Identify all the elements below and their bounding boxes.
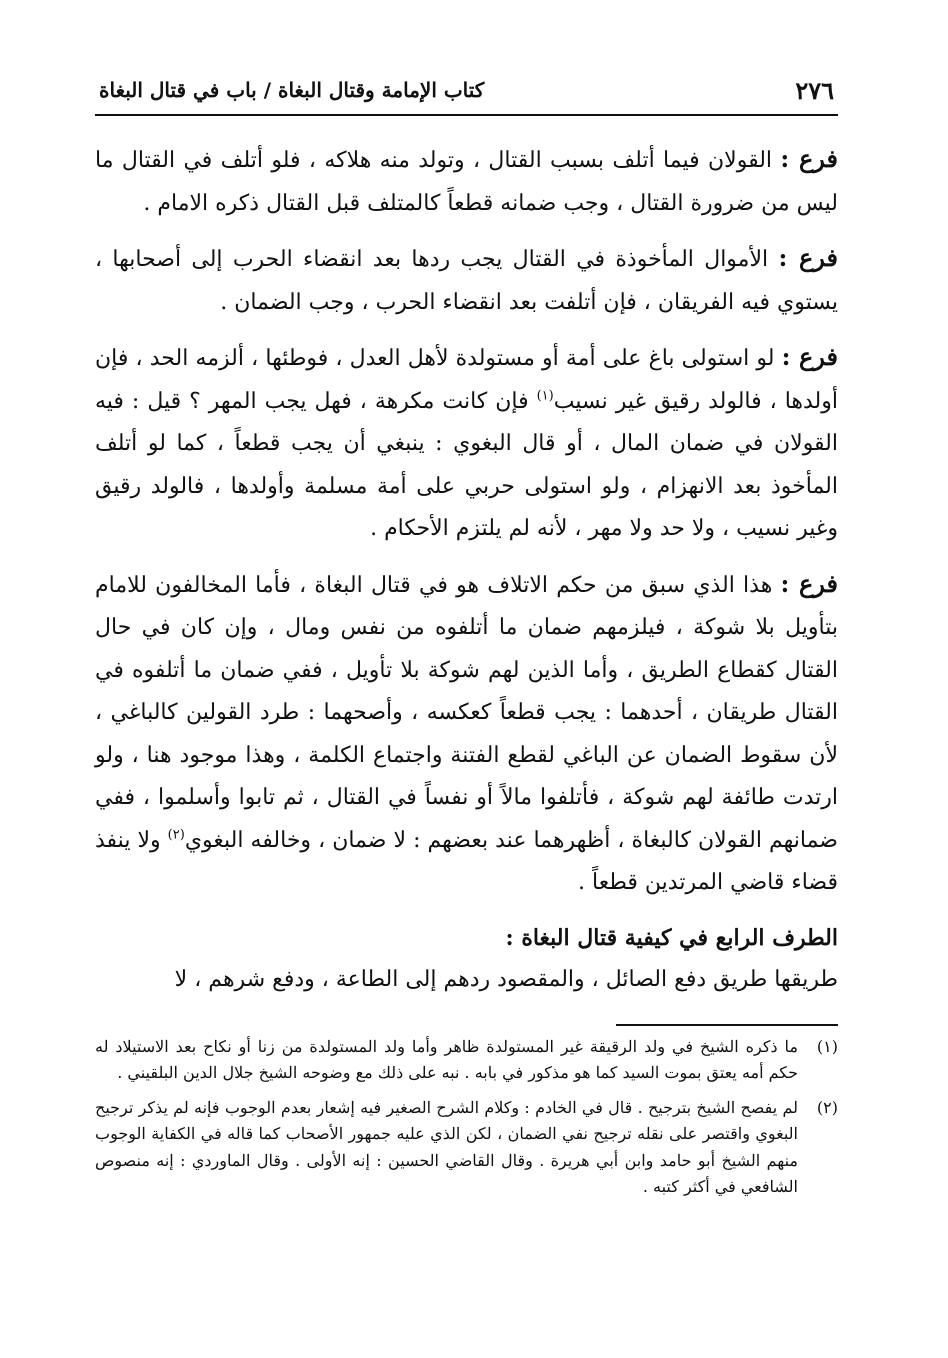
page-number: ٢٧٦ (795, 76, 834, 105)
far-keyword: فرع : (780, 568, 839, 598)
paragraph-text: فإن كانت مكرهة ، فهل يجب المهر ؟ قيل : فيه القولان في ضمان المال ، أو قال البغوي : ينبغي أن يجب قطعاً ، كما لو أتلف المأخوذ بعد الانهزام ، ولو استولى حربي على أمة مسلمة وأولدها ، فالولد رقيق وغير نسيب ، ولا حد ولا مهر ، لأنه لم يلتزم الأحكام . (95, 388, 838, 541)
paragraph-text: القولان فيما أتلف بسبب القتال ، وتولد منه هلاكه ، فلو أتلف في القتال ما ليس من ضرورة القتال ، وجب ضمانه قطعاً كالمتلف قبل القتال ذكره الامام . (95, 148, 838, 216)
far-keyword: فرع : (781, 342, 839, 371)
paragraph-text: الأموال المأخوذة في القتال يجب ردها بعد انقضاء الحرب إلى أصحابها ، يستوي فيه الفريقان ، فإن أتلفت بعد انقضاء الحرب ، وجب الضمان . (95, 247, 838, 315)
footnote-text: لم يفصح الشيخ بترجيح . قال في الخادم : وكلام الشرح الصغير فيه إشعار بعدم الوجوب فإنه لم يذكر ترجيح البغوي واقتصر على نقله ترجيح نفي الضمان ، لكن الذي عليه جمهور الأصحاب كما قاله في الكفاية الوجوب منهم الشيخ أبو حامد وابن أبي هريرة . وقال القاضي الحسين : إنه الأولى . وقال الماوردي : إنه منصوص الشافعي في أكثر كتبه . (95, 1097, 799, 1196)
page-header (95, 70, 838, 116)
paragraph-text: ولا ينفذ قضاء قاضي المرتدين قطعاً . (95, 827, 838, 895)
footnote-number: (١) (816, 1036, 838, 1056)
footnote (95, 1095, 838, 1201)
section-text: طريقها طريق دفع الصائل ، والمقصود ردهم إلى الطاعة ، ودفع شرهم ، لا (174, 967, 838, 992)
section-heading: الطرف الرابع في كيفية قتال البغاة : (505, 924, 838, 951)
paragraph-text: لو استولى باغ على أمة أو مستولدة لأهل العدل ، فوطئها ، ألزمه الحد ، فإن أولدها ، فالولد رقيق غير نسيب (95, 346, 838, 414)
paragraph (95, 237, 838, 324)
running-title: كتاب الإمامة وقتال البغاة / باب في قتال البغاة (99, 78, 485, 102)
footnote-number: (٢) (816, 1097, 838, 1117)
paragraph-text: هذا الذي سبق من حكم الاتلاف هو في قتال البغاة ، فأما المخالفون للامام بتأويل بلا شوكة ، فيلزمهم ضمان ما أتلفوه من نفس ومال ، وإن كان في حال القتال كقطاع الطريق ، وأما الذين لهم شوكة بلا تأويل ، ففي ضمان ما أتلفوه في القتال طريقان ، أحدهما : يجب قطعاً كعكسه ، وأصحهما : طرد القولين كالباغي ، لأن سقوط الضمان عن الباغي لقطع الفتنة واجتماع الكلمة ، وهذا موجود هنا ، ولو ارتدت طائفة لهم شوكة ، فأتلفوا مالاً أو نفساً في القتال ، ثم تابوا وأسلموا ، ففي ضمانهم القولان كالبغاة ، أظهرهما عند بعضهم : لا ضمان ، وخالفه البغوي (95, 572, 838, 853)
paragraph (95, 138, 838, 225)
footnote-ref[interactable]: (٢) (167, 827, 185, 843)
footnote-ref[interactable]: (١) (536, 388, 554, 404)
footnote-divider (616, 1024, 838, 1026)
footnotes (95, 1034, 838, 1201)
far-keyword: فرع : (778, 243, 838, 272)
footnote-text: ما ذكره الشيخ في ولد الرقيقة غير المستولدة ظاهر وأما ولد المستولدة من زنا أو نكاح بعد الاستيلاد له حكم أمه يعتق بموت السيد كما هو مذكور في بابه . نبه على ذلك مع وضوحه الشيخ جلال الدين البلقيني . (95, 1036, 798, 1082)
footnote (95, 1034, 838, 1087)
main-text (95, 138, 838, 1002)
far-keyword: فرع : (780, 144, 838, 173)
paragraph (95, 563, 838, 905)
paragraph (95, 336, 838, 551)
book-page (95, 70, 838, 1209)
